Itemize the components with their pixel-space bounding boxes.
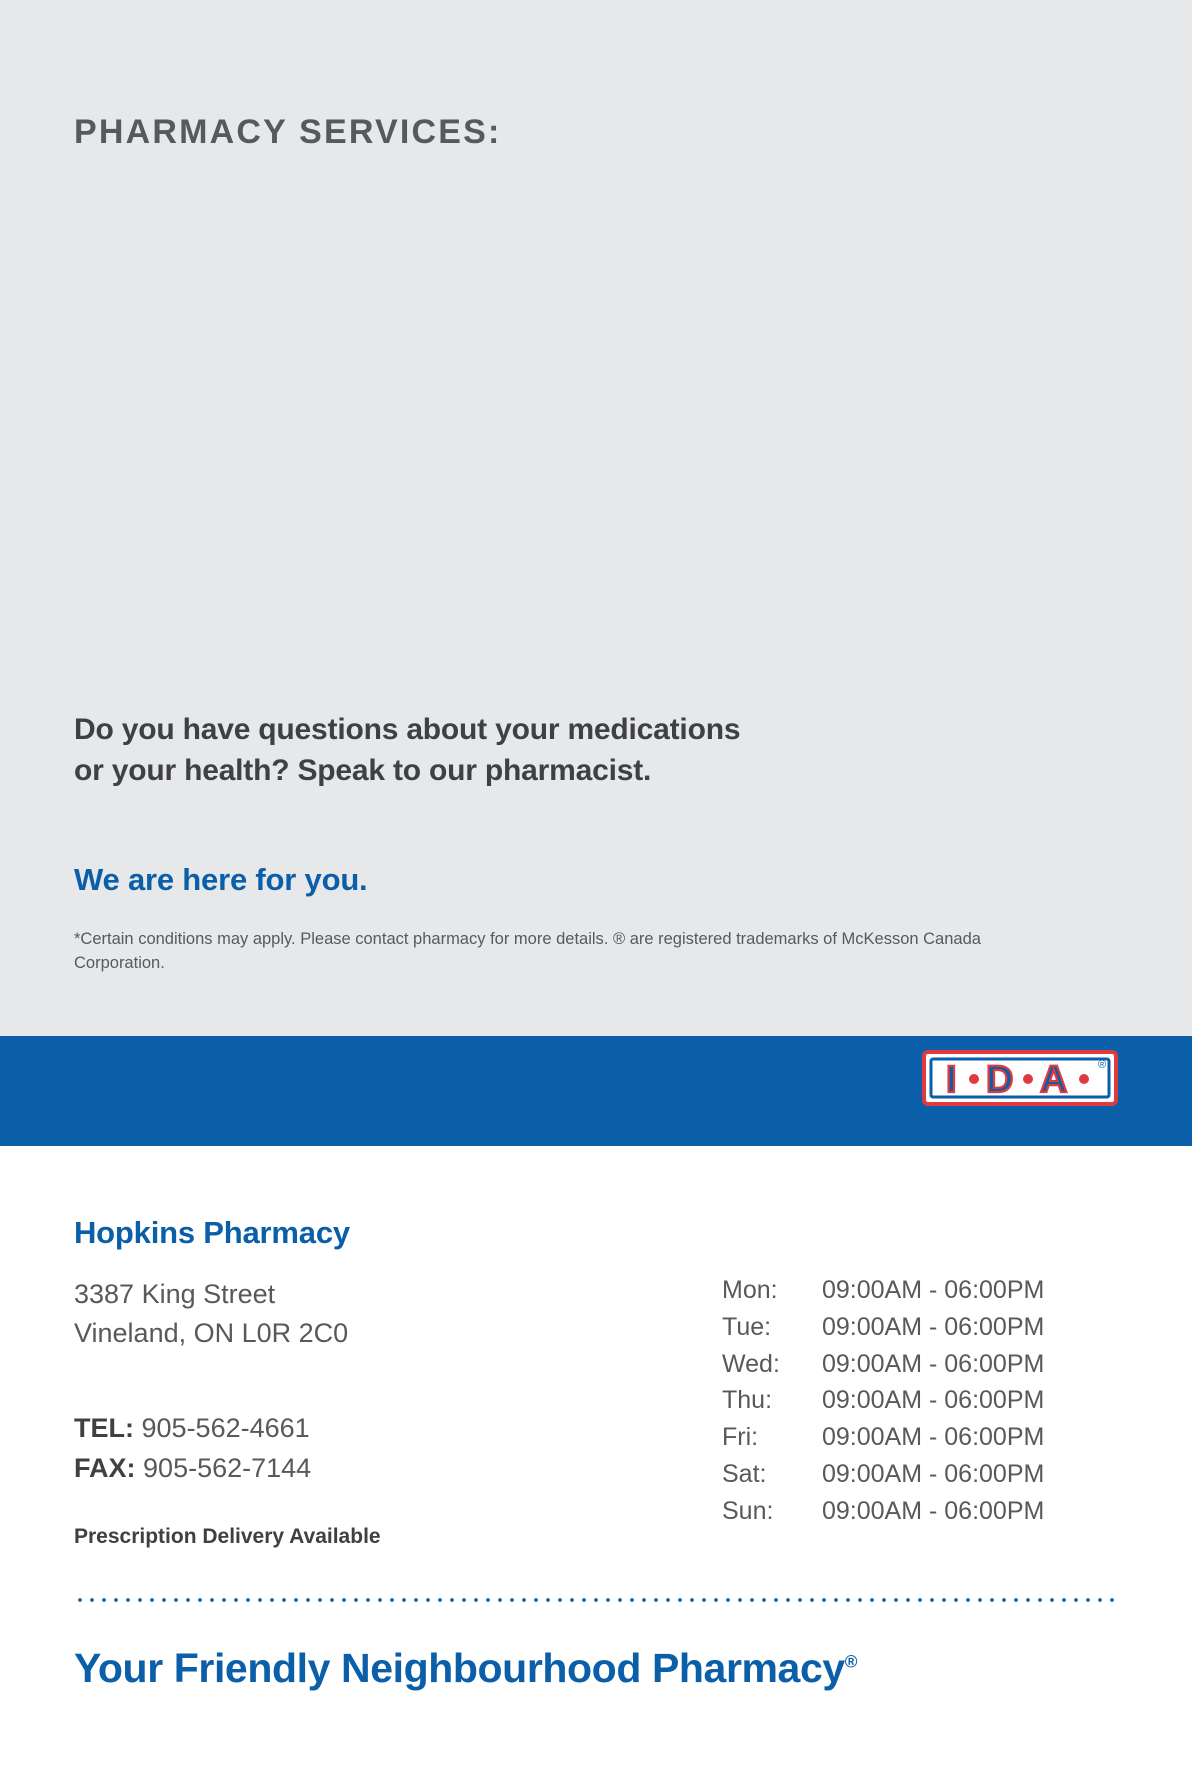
hours-row xyxy=(722,1382,1122,1419)
hours-row xyxy=(722,1493,1122,1530)
cta-text: We are here for you. xyxy=(74,862,368,897)
hours-day: Sat: xyxy=(722,1459,767,1488)
hours-row xyxy=(722,1346,1122,1383)
address-line-2: Vineland, ON L0R 2C0 xyxy=(74,1318,349,1349)
tel-label: TEL: xyxy=(74,1413,134,1443)
address-line-1: 3387 King Street xyxy=(74,1279,276,1309)
tel-value[interactable]: 905-562-4661 xyxy=(141,1413,310,1443)
hours-time: 09:00AM - 06:00PM xyxy=(822,1459,1045,1488)
fax-value: 905-562-7144 xyxy=(143,1452,312,1483)
question-line-2: or your health? Speak to our pharmacist. xyxy=(74,753,652,787)
hours-day: Sun: xyxy=(722,1496,774,1525)
registered-mark: ® xyxy=(844,1651,858,1672)
hours-day: Tue: xyxy=(722,1312,772,1341)
question-block xyxy=(74,710,1034,792)
hours-row xyxy=(722,1272,1122,1309)
hours-row xyxy=(722,1309,1122,1346)
svg-text:A: A xyxy=(1040,1059,1068,1101)
svg-text:®: ® xyxy=(1098,1059,1107,1071)
hours-time: 09:00AM - 06:00PM xyxy=(822,1312,1045,1341)
hours-time: 09:00AM - 06:00PM xyxy=(822,1276,1045,1304)
hours-time: 09:00AM - 06:00PM xyxy=(822,1386,1045,1415)
ida-logo xyxy=(922,1048,1122,1112)
store-contact xyxy=(74,1409,311,1488)
hours-row xyxy=(722,1456,1122,1493)
disclaimer-text: *Certain conditions may apply. Please contact pharmacy for more details. ® are registered trademarks of McKesson Canada Corporation. xyxy=(74,930,981,972)
store-name: Hopkins Pharmacy xyxy=(74,1215,350,1250)
page-title: PHARMACY SERVICES: xyxy=(74,113,502,151)
tagline-text: Your Friendly Neighbourhood Pharmacy xyxy=(74,1645,845,1691)
hours-time: 09:00AM - 06:00PM xyxy=(822,1496,1045,1525)
hours-row xyxy=(722,1419,1122,1456)
hours-day: Mon: xyxy=(722,1276,778,1304)
store-hours xyxy=(722,1272,1122,1529)
delivery-note: Prescription Delivery Available xyxy=(74,1525,381,1548)
fax-row xyxy=(74,1449,311,1489)
hours-time: 09:00AM - 06:00PM xyxy=(822,1423,1045,1451)
telephone-row xyxy=(74,1409,311,1449)
store-address xyxy=(74,1275,348,1353)
hours-time: 09:00AM - 06:00PM xyxy=(822,1349,1045,1378)
svg-text:I: I xyxy=(946,1059,957,1101)
question-line-1: Do you have questions about your medications xyxy=(74,713,741,746)
footer-tagline xyxy=(74,1645,857,1692)
fax-label: FAX: xyxy=(74,1452,136,1483)
hours-day: Fri: xyxy=(722,1423,759,1451)
svg-text:D: D xyxy=(986,1059,1014,1101)
hours-day: Thu: xyxy=(722,1386,773,1415)
dotted-divider xyxy=(74,1597,1118,1603)
hours-day: Wed: xyxy=(722,1349,780,1378)
